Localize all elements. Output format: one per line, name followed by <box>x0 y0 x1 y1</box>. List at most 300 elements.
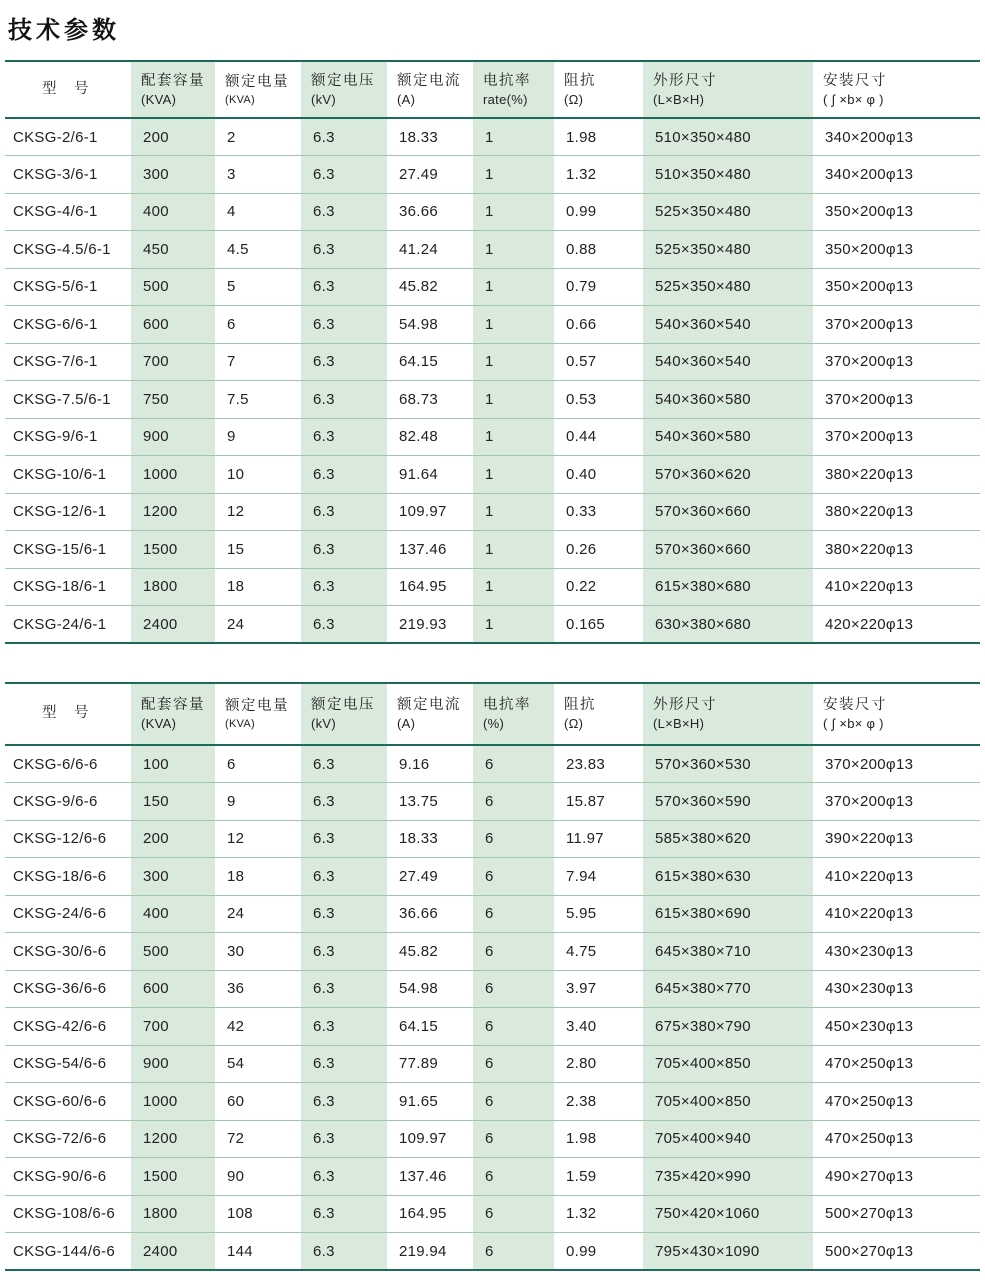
table-row <box>5 568 980 606</box>
value-cell: 27.49 <box>399 867 439 885</box>
value-cell: 370×200φ13 <box>825 755 914 773</box>
column-label: 额定电量 <box>225 698 289 715</box>
table-row <box>5 1045 980 1083</box>
value-cell: 6 <box>485 1130 494 1148</box>
value-cell: 108 <box>227 1205 253 1223</box>
column-header-4 <box>387 683 473 745</box>
value-cell: 6.3 <box>313 1205 335 1223</box>
value-cell: 430×230φ13 <box>825 980 914 998</box>
value-cell: 0.26 <box>566 540 597 558</box>
value-cell: 6.3 <box>313 1055 335 1073</box>
value-cell: 200 <box>143 830 169 848</box>
model-cell: CKSG-5/6-1 <box>13 278 98 296</box>
value-cell: 6 <box>227 755 236 773</box>
value-cell: 0.40 <box>566 465 597 483</box>
column-label: 配套容量 <box>141 697 205 714</box>
column-unit: (KVA) <box>225 718 256 731</box>
model-cell: CKSG-42/6-6 <box>13 1017 107 1035</box>
value-cell: 54 <box>227 1055 245 1073</box>
value-cell: 1 <box>485 578 494 596</box>
table-row <box>5 343 980 381</box>
model-cell: CKSG-7/6-1 <box>13 353 98 371</box>
model-cell: CKSG-90/6-6 <box>13 1167 107 1185</box>
spec-table-6-1 <box>5 60 980 644</box>
value-cell: 500×270φ13 <box>825 1242 914 1260</box>
value-cell: 6.3 <box>313 1130 335 1148</box>
column-unit: (kV) <box>311 91 337 107</box>
value-cell: 64.15 <box>399 353 439 371</box>
value-cell: 470×250φ13 <box>825 1092 914 1110</box>
table-row <box>5 118 980 156</box>
value-cell: 6.3 <box>313 503 335 521</box>
value-cell: 900 <box>143 1055 169 1073</box>
value-cell: 15 <box>227 540 245 558</box>
column-unit: (L×B×H) <box>653 716 705 732</box>
value-cell: 380×220φ13 <box>825 503 914 521</box>
column-unit: (KVA) <box>141 716 177 732</box>
value-cell: 0.99 <box>566 203 597 221</box>
value-cell: 137.46 <box>399 540 447 558</box>
column-header-6 <box>554 61 643 118</box>
column-label: 额定电流 <box>397 697 461 714</box>
value-cell: 6 <box>485 1242 494 1260</box>
value-cell: 540×360×580 <box>655 428 751 446</box>
value-cell: 795×430×1090 <box>655 1242 760 1260</box>
value-cell: 60 <box>227 1092 245 1110</box>
value-cell: 705×400×940 <box>655 1130 751 1148</box>
table-row <box>5 820 980 858</box>
value-cell: 1200 <box>143 1130 178 1148</box>
value-cell: 410×220φ13 <box>825 905 914 923</box>
model-cell: CKSG-72/6-6 <box>13 1130 107 1148</box>
value-cell: 6 <box>227 315 236 333</box>
value-cell: 510×350×480 <box>655 165 751 183</box>
value-cell: 36.66 <box>399 905 439 923</box>
value-cell: 13.75 <box>399 792 439 810</box>
value-cell: 164.95 <box>399 1205 447 1223</box>
value-cell: 7.5 <box>227 390 249 408</box>
value-cell: 0.99 <box>566 1242 597 1260</box>
column-label: 额定电流 <box>397 72 461 89</box>
value-cell: 10 <box>227 465 245 483</box>
value-cell: 6.3 <box>313 980 335 998</box>
table-row <box>5 381 980 419</box>
column-unit: (Ω) <box>564 716 584 732</box>
model-cell: CKSG-10/6-1 <box>13 465 107 483</box>
value-cell: 6.3 <box>313 203 335 221</box>
value-cell: 1 <box>485 315 494 333</box>
value-cell: 420×220φ13 <box>825 615 914 633</box>
model-cell: CKSG-18/6-1 <box>13 578 107 596</box>
value-cell: 6.3 <box>313 578 335 596</box>
value-cell: 64.15 <box>399 1017 439 1035</box>
value-cell: 6.3 <box>313 1167 335 1185</box>
value-cell: 42 <box>227 1017 245 1035</box>
column-label: 配套容量 <box>141 72 205 89</box>
header-row <box>5 61 980 118</box>
value-cell: 6.3 <box>313 1092 335 1110</box>
model-cell: CKSG-18/6-6 <box>13 867 107 885</box>
value-cell: 18.33 <box>399 128 439 146</box>
table-row <box>5 493 980 531</box>
column-unit: (A) <box>397 91 416 107</box>
value-cell: 1000 <box>143 1092 178 1110</box>
table-row <box>5 783 980 821</box>
value-cell: 735×420×990 <box>655 1167 751 1185</box>
value-cell: 0.44 <box>566 428 597 446</box>
value-cell: 36.66 <box>399 203 439 221</box>
value-cell: 6 <box>485 1092 494 1110</box>
value-cell: 6.3 <box>313 240 335 258</box>
column-unit: rate(%) <box>483 91 528 107</box>
column-label: 外形尺寸 <box>653 72 717 89</box>
value-cell: 9 <box>227 428 236 446</box>
value-cell: 5.95 <box>566 905 597 923</box>
value-cell: 470×250φ13 <box>825 1055 914 1073</box>
value-cell: 6.3 <box>313 755 335 773</box>
value-cell: 54.98 <box>399 980 439 998</box>
value-cell: 0.22 <box>566 578 597 596</box>
table-row <box>5 970 980 1008</box>
value-cell: 6.3 <box>313 465 335 483</box>
column-header-3 <box>301 683 387 745</box>
value-cell: 2400 <box>143 615 178 633</box>
model-cell: CKSG-144/6-6 <box>13 1242 115 1260</box>
value-cell: 6.3 <box>313 905 335 923</box>
value-cell: 615×380×680 <box>655 578 751 596</box>
value-cell: 1000 <box>143 465 178 483</box>
column-label: 阻抗 <box>564 72 596 89</box>
value-cell: 91.65 <box>399 1092 439 1110</box>
value-cell: 91.64 <box>399 465 439 483</box>
table-row <box>5 933 980 971</box>
column-label: 安装尺寸 <box>823 72 887 89</box>
value-cell: 36 <box>227 980 245 998</box>
table-row <box>5 268 980 306</box>
value-cell: 0.53 <box>566 390 597 408</box>
table-row <box>5 418 980 456</box>
value-cell: 77.89 <box>399 1055 439 1073</box>
model-cell: CKSG-15/6-1 <box>13 540 107 558</box>
value-cell: 410×220φ13 <box>825 578 914 596</box>
value-cell: 700 <box>143 353 169 371</box>
value-cell: 1 <box>485 353 494 371</box>
value-cell: 109.97 <box>399 503 447 521</box>
column-unit: (KVA) <box>225 93 256 106</box>
value-cell: 570×360×590 <box>655 792 751 810</box>
column-header-0 <box>5 683 131 745</box>
value-cell: 570×360×620 <box>655 465 751 483</box>
table-row <box>5 1083 980 1121</box>
table-row <box>5 456 980 494</box>
value-cell: 600 <box>143 315 169 333</box>
model-cell: CKSG-36/6-6 <box>13 980 107 998</box>
value-cell: 540×360×540 <box>655 353 751 371</box>
value-cell: 6.3 <box>313 428 335 446</box>
value-cell: 18.33 <box>399 830 439 848</box>
value-cell: 600 <box>143 980 169 998</box>
value-cell: 6.3 <box>313 867 335 885</box>
value-cell: 6 <box>485 755 494 773</box>
value-cell: 6.3 <box>313 315 335 333</box>
value-cell: 45.82 <box>399 278 439 296</box>
table-row <box>5 306 980 344</box>
model-cell: CKSG-4.5/6-1 <box>13 240 111 258</box>
value-cell: 2.80 <box>566 1055 597 1073</box>
value-cell: 11.97 <box>566 830 604 848</box>
column-label: 安装尺寸 <box>823 697 887 714</box>
model-cell: CKSG-6/6-6 <box>13 755 98 773</box>
value-cell: 0.79 <box>566 278 597 296</box>
value-cell: 585×380×620 <box>655 830 751 848</box>
value-cell: 2.38 <box>566 1092 597 1110</box>
column-header-6 <box>554 683 643 745</box>
model-cell: CKSG-60/6-6 <box>13 1092 107 1110</box>
value-cell: 90 <box>227 1167 245 1185</box>
value-cell: 200 <box>143 128 169 146</box>
value-cell: 4.75 <box>566 942 597 960</box>
value-cell: 380×220φ13 <box>825 540 914 558</box>
column-unit: (KVA) <box>141 91 177 107</box>
model-cell: CKSG-54/6-6 <box>13 1055 107 1073</box>
model-cell: CKSG-4/6-1 <box>13 203 98 221</box>
value-cell: 390×220φ13 <box>825 830 914 848</box>
value-cell: 1 <box>485 278 494 296</box>
value-cell: 3.40 <box>566 1017 597 1035</box>
model-cell: CKSG-2/6-1 <box>13 128 98 146</box>
table-row <box>5 1120 980 1158</box>
value-cell: 0.88 <box>566 240 597 258</box>
value-cell: 1 <box>485 615 494 633</box>
column-header-8 <box>813 683 980 745</box>
value-cell: 6 <box>485 792 494 810</box>
column-header-2 <box>215 61 301 118</box>
value-cell: 705×400×850 <box>655 1055 751 1073</box>
value-cell: 0.57 <box>566 353 597 371</box>
table-row <box>5 531 980 569</box>
value-cell: 380×220φ13 <box>825 465 914 483</box>
value-cell: 1200 <box>143 503 178 521</box>
value-cell: 370×200φ13 <box>825 390 914 408</box>
column-header-7 <box>643 61 813 118</box>
model-cell: CKSG-7.5/6-1 <box>13 390 111 408</box>
value-cell: 510×350×480 <box>655 128 751 146</box>
table-row <box>5 1195 980 1233</box>
table-row <box>5 745 980 783</box>
value-cell: 1500 <box>143 1167 178 1185</box>
value-cell: 6.3 <box>313 353 335 371</box>
value-cell: 219.94 <box>399 1242 447 1260</box>
value-cell: 0.165 <box>566 615 606 633</box>
value-cell: 1 <box>485 428 494 446</box>
value-cell: 3.97 <box>566 980 597 998</box>
model-cell: CKSG-6/6-1 <box>13 315 98 333</box>
value-cell: 109.97 <box>399 1130 447 1148</box>
value-cell: 675×380×790 <box>655 1017 751 1035</box>
value-cell: 630×380×680 <box>655 615 751 633</box>
column-unit: (kV) <box>311 716 337 732</box>
value-cell: 750×420×1060 <box>655 1205 760 1223</box>
value-cell: 450 <box>143 240 169 258</box>
page-title: 技术参数 <box>8 17 120 44</box>
value-cell: 750 <box>143 390 169 408</box>
value-cell: 490×270φ13 <box>825 1167 914 1185</box>
model-cell: CKSG-30/6-6 <box>13 942 107 960</box>
value-cell: 350×200φ13 <box>825 278 914 296</box>
value-cell: 9 <box>227 792 236 810</box>
table-row <box>5 231 980 269</box>
model-cell: CKSG-24/6-6 <box>13 905 107 923</box>
table-row <box>5 1158 980 1196</box>
value-cell: 1.59 <box>566 1167 597 1185</box>
value-cell: 1500 <box>143 540 178 558</box>
value-cell: 1 <box>485 540 494 558</box>
value-cell: 5 <box>227 278 236 296</box>
value-cell: 500×270φ13 <box>825 1205 914 1223</box>
value-cell: 82.48 <box>399 428 439 446</box>
column-header-8 <box>813 61 980 118</box>
model-cell: CKSG-24/6-1 <box>13 615 107 633</box>
column-label: 型 号 <box>42 705 90 722</box>
column-label: 电抗率 <box>483 72 531 89</box>
value-cell: 23.83 <box>566 755 606 773</box>
value-cell: 7.94 <box>566 867 597 885</box>
value-cell: 370×200φ13 <box>825 428 914 446</box>
header-row <box>5 683 980 745</box>
value-cell: 540×360×540 <box>655 315 751 333</box>
model-cell: CKSG-12/6-1 <box>13 503 107 521</box>
value-cell: 370×200φ13 <box>825 315 914 333</box>
value-cell: 6.3 <box>313 942 335 960</box>
value-cell: 525×350×480 <box>655 278 751 296</box>
value-cell: 1.32 <box>566 1205 597 1223</box>
table-row <box>5 1008 980 1046</box>
value-cell: 1800 <box>143 578 178 596</box>
value-cell: 340×200φ13 <box>825 165 914 183</box>
table-row <box>5 606 980 644</box>
column-header-1 <box>131 683 215 745</box>
value-cell: 6 <box>485 867 494 885</box>
value-cell: 0.33 <box>566 503 597 521</box>
value-cell: 54.98 <box>399 315 439 333</box>
value-cell: 18 <box>227 578 245 596</box>
value-cell: 615×380×630 <box>655 867 751 885</box>
value-cell: 4.5 <box>227 240 249 258</box>
value-cell: 500 <box>143 278 169 296</box>
model-cell: CKSG-3/6-1 <box>13 165 98 183</box>
value-cell: 6.3 <box>313 165 335 183</box>
value-cell: 6.3 <box>313 830 335 848</box>
value-cell: 300 <box>143 165 169 183</box>
value-cell: 350×200φ13 <box>825 240 914 258</box>
value-cell: 570×360×530 <box>655 755 751 773</box>
value-cell: 410×220φ13 <box>825 867 914 885</box>
value-cell: 700 <box>143 1017 169 1035</box>
value-cell: 1 <box>485 128 494 146</box>
value-cell: 6.3 <box>313 128 335 146</box>
value-cell: 0.66 <box>566 315 597 333</box>
value-cell: 370×200φ13 <box>825 353 914 371</box>
value-cell: 6 <box>485 905 494 923</box>
column-header-5 <box>473 683 554 745</box>
value-cell: 6.3 <box>313 1242 335 1260</box>
value-cell: 350×200φ13 <box>825 203 914 221</box>
value-cell: 1.98 <box>566 128 597 146</box>
value-cell: 6.3 <box>313 615 335 633</box>
table-row <box>5 895 980 933</box>
value-cell: 1 <box>485 503 494 521</box>
value-cell: 6 <box>485 1167 494 1185</box>
value-cell: 6.3 <box>313 278 335 296</box>
value-cell: 6.3 <box>313 792 335 810</box>
table-row <box>5 193 980 231</box>
value-cell: 12 <box>227 503 245 521</box>
value-cell: 470×250φ13 <box>825 1130 914 1148</box>
column-header-7 <box>643 683 813 745</box>
value-cell: 18 <box>227 867 245 885</box>
value-cell: 144 <box>227 1242 253 1260</box>
value-cell: 615×380×690 <box>655 905 751 923</box>
value-cell: 340×200φ13 <box>825 128 914 146</box>
value-cell: 900 <box>143 428 169 446</box>
value-cell: 570×360×660 <box>655 540 751 558</box>
value-cell: 12 <box>227 830 245 848</box>
table-row <box>5 156 980 194</box>
value-cell: 1.32 <box>566 165 597 183</box>
column-unit: (A) <box>397 716 416 732</box>
value-cell: 1 <box>485 203 494 221</box>
value-cell: 6 <box>485 1205 494 1223</box>
value-cell: 3 <box>227 165 236 183</box>
value-cell: 370×200φ13 <box>825 792 914 810</box>
column-label: 额定电压 <box>311 72 375 89</box>
spec-table-6-6 <box>5 682 980 1271</box>
value-cell: 68.73 <box>399 390 439 408</box>
value-cell: 450×230φ13 <box>825 1017 914 1035</box>
model-cell: CKSG-108/6-6 <box>13 1205 115 1223</box>
value-cell: 24 <box>227 905 245 923</box>
value-cell: 6 <box>485 942 494 960</box>
value-cell: 6 <box>485 1055 494 1073</box>
value-cell: 72 <box>227 1130 245 1148</box>
column-label: 型 号 <box>42 80 90 97</box>
column-header-0 <box>5 61 131 118</box>
value-cell: 400 <box>143 905 169 923</box>
value-cell: 41.24 <box>399 240 439 258</box>
value-cell: 1 <box>485 165 494 183</box>
table-row <box>5 1233 980 1271</box>
value-cell: 4 <box>227 203 236 221</box>
value-cell: 6.3 <box>313 390 335 408</box>
column-header-4 <box>387 61 473 118</box>
value-cell: 27.49 <box>399 165 439 183</box>
value-cell: 6 <box>485 830 494 848</box>
model-cell: CKSG-9/6-6 <box>13 792 98 810</box>
value-cell: 1800 <box>143 1205 178 1223</box>
value-cell: 15.87 <box>566 792 606 810</box>
column-unit: ( ∫ ×b× φ ) <box>823 716 884 732</box>
column-unit: (L×B×H) <box>653 91 705 107</box>
column-label: 额定电压 <box>311 697 375 714</box>
model-cell: CKSG-12/6-6 <box>13 830 107 848</box>
value-cell: 540×360×580 <box>655 390 751 408</box>
value-cell: 645×380×770 <box>655 980 751 998</box>
value-cell: 400 <box>143 203 169 221</box>
value-cell: 2400 <box>143 1242 178 1260</box>
value-cell: 24 <box>227 615 245 633</box>
column-label: 额定电量 <box>225 73 289 90</box>
value-cell: 6 <box>485 980 494 998</box>
